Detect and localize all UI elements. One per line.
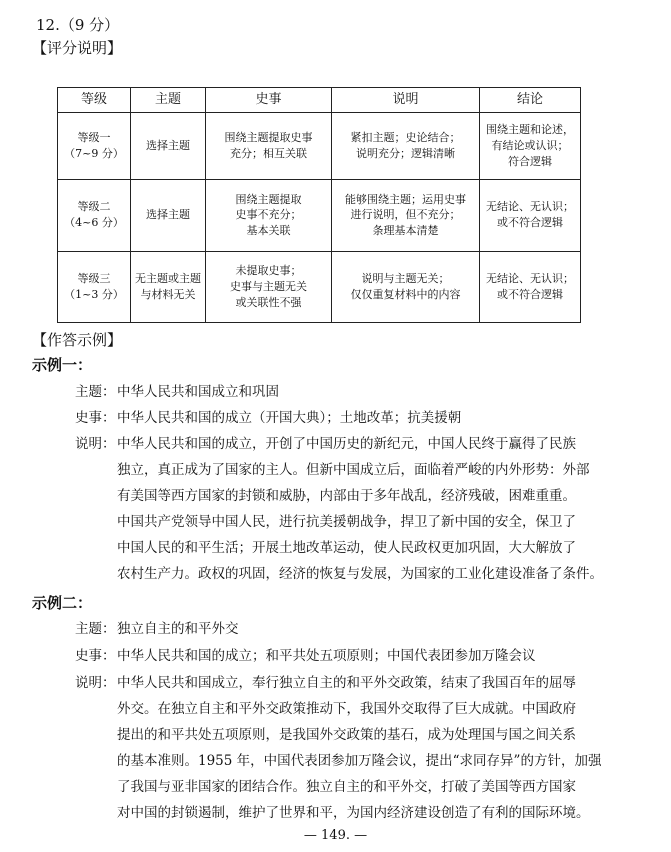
table-header-row <box>58 88 581 113</box>
grading-table <box>57 87 581 323</box>
example-explanation-line: 的基本准则。1955 年，中国代表团参加万隆会议，提出“求同存异”的方针，加强 <box>117 753 602 769</box>
example-theme-label: 主题： <box>75 621 116 637</box>
grading-heading: 【评分说明】 <box>32 39 123 57</box>
cell-explanation <box>332 252 480 323</box>
cell-text: 选择主题 <box>146 138 190 152</box>
cell-text: 无结论、无认识； <box>486 272 574 286</box>
example-explanation-line: 中华人民共和国成立，奉行独立自主的和平外交政策，结束了我国百年的屈辱 <box>117 675 576 691</box>
example-events: 中华人民共和国的成立（开国大典）；土地改革；抗美援朝 <box>117 410 462 426</box>
cell-text: 无主题或主题 <box>135 272 201 286</box>
cell-level <box>58 252 131 323</box>
example-explanation-line: 中国人民的和平生活；开展土地改革运动，使人民政权更加巩固，大大解放了 <box>117 540 576 556</box>
cell-text: 史事不充分； <box>235 208 302 222</box>
example-explanation-label: 说明： <box>75 675 116 691</box>
column-header-conclusion: 结论 <box>480 88 581 113</box>
cell-text: 条理基本清楚 <box>372 224 439 238</box>
cell-conclusion <box>480 179 581 252</box>
cell-text: （4~6 分） <box>64 216 124 230</box>
cell-text: 或不符合逻辑 <box>497 288 563 302</box>
cell-conclusion <box>480 113 581 180</box>
cell-text: 进行说明，但不充分； <box>350 208 461 222</box>
question-title: 12.（9 分） <box>36 16 120 34</box>
cell-level <box>58 113 131 180</box>
example-events-label: 史事： <box>75 648 116 664</box>
example-explanation-line: 外交。在独立自主和平外交政策推动下，我国外交取得了巨大成就。中国政府 <box>117 701 576 717</box>
example-explanation-line: 有美国等西方国家的封锁和威胁，内部由于多年战乱，经济残破，困难重重。 <box>117 488 576 504</box>
example-events-label: 史事： <box>75 410 116 426</box>
table-row <box>58 252 581 323</box>
example-explanation-line: 对中国的封锁遏制，维护了世界和平，为国内经济建设创造了有利的国际环境。 <box>117 805 590 821</box>
cell-theme <box>131 113 206 180</box>
column-header-explanation: 说明 <box>332 88 480 113</box>
example-explanation-line: 中国共产党领导中国人民，进行抗美援朝战争，捍卫了新中国的安全，保卫了 <box>117 514 576 530</box>
cell-text: 说明与主题无关； <box>361 272 450 286</box>
cell-events <box>206 252 332 323</box>
example-explanation-line: 了我国与亚非国家的团结合作。独立自主的和平外交，打破了美国等西方国家 <box>117 779 576 795</box>
cell-text: 围绕主题提取史事 <box>224 130 313 144</box>
column-header-theme: 主题 <box>131 88 206 113</box>
cell-text: 能够围绕主题；运用史事 <box>345 192 466 206</box>
cell-text: 紧扣主题；史论结合； <box>350 130 461 144</box>
cell-text: 未提取史事； <box>235 264 302 278</box>
cell-events <box>206 113 332 180</box>
cell-explanation <box>332 113 480 180</box>
cell-text: 基本关联 <box>246 224 291 238</box>
cell-text: 无结论、无认识； <box>486 200 574 214</box>
cell-text: 选择主题 <box>146 208 190 222</box>
cell-text: 或不符合逻辑 <box>497 216 563 230</box>
example-theme-label: 主题： <box>75 384 116 400</box>
table-row <box>58 113 581 180</box>
cell-explanation <box>332 179 480 252</box>
cell-theme <box>131 252 206 323</box>
page-number: — 149. — <box>303 828 368 843</box>
cell-text: 等级三 <box>77 272 111 286</box>
cell-text: 等级二 <box>77 200 111 214</box>
cell-text: 围绕主题提取 <box>235 192 302 206</box>
example-heading: 示例二： <box>32 594 93 612</box>
example-theme: 中华人民共和国成立和巩固 <box>117 384 279 400</box>
cell-events <box>206 179 332 252</box>
example-events: 中华人民共和国的成立；和平共处五项原则；中国代表团参加万隆会议 <box>117 648 536 664</box>
cell-conclusion <box>480 252 581 323</box>
cell-text: 或关联性不强 <box>235 296 302 310</box>
example-explanation-line: 农村生产力。政权的巩固，经济的恢复与发展，为国家的工业化建设准备了条件。 <box>117 566 603 582</box>
cell-text: 与材料无关 <box>140 288 196 302</box>
cell-text: （7~9 分） <box>64 146 124 160</box>
column-header-level: 等级 <box>58 88 131 113</box>
cell-text: 充分；相互关联 <box>230 146 307 160</box>
example-explanation-label: 说明： <box>75 436 116 452</box>
example-explanation-line: 提出的和平共处五项原则，是我国外交政策的基石，成为处理国与国之间关系 <box>117 727 576 743</box>
example-explanation-line: 独立，真正成为了国家的主人。但新中国成立后，面临着严峻的内外形势：外部 <box>117 462 590 478</box>
cell-text: 史事与主题无关 <box>230 280 307 294</box>
cell-text: 仅仅重复材料中的内容 <box>350 288 461 302</box>
cell-text: 有结论或认识； <box>491 138 569 152</box>
table-row <box>58 179 581 252</box>
examples-heading: 【作答示例】 <box>32 331 123 349</box>
cell-theme <box>131 179 206 252</box>
column-header-events: 史事 <box>206 88 332 113</box>
example-theme: 独立自主的和平外交 <box>117 621 239 637</box>
example-explanation-line: 中华人民共和国的成立，开创了中国历史的新纪元，中国人民终于赢得了民族 <box>117 436 576 452</box>
cell-text: （1~3 分） <box>64 288 124 302</box>
cell-text: 等级一 <box>77 130 111 144</box>
cell-text: 围绕主题和论述， <box>486 122 574 136</box>
cell-level <box>58 179 131 252</box>
example-heading: 示例一： <box>32 356 93 374</box>
cell-text: 符合逻辑 <box>508 154 552 168</box>
cell-text: 说明充分；逻辑清晰 <box>356 146 455 160</box>
